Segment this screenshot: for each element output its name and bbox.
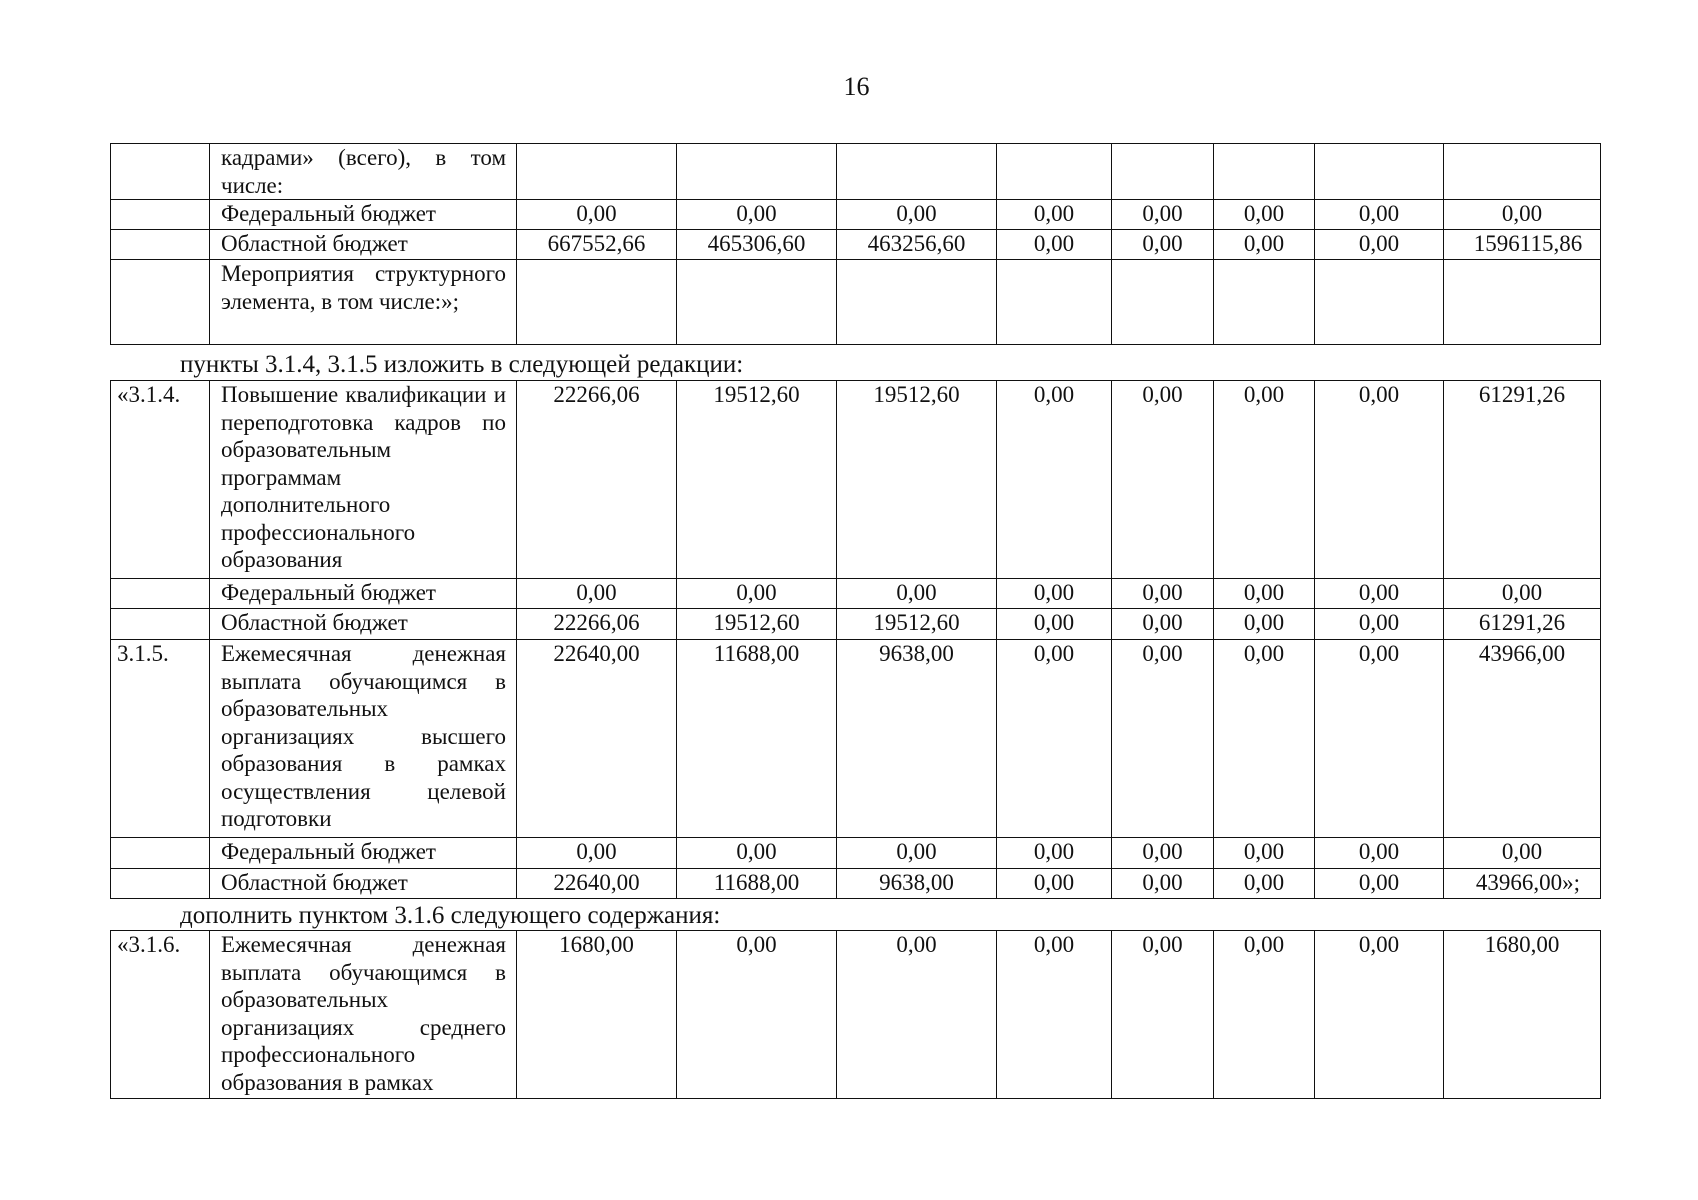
- value-cell: 1680,00: [517, 931, 677, 1099]
- value-cell: 19512,60: [677, 381, 837, 579]
- value-cell: 43966,00»;: [1444, 869, 1601, 899]
- value-cell: 61291,26: [1444, 609, 1601, 640]
- value-cell: 61291,26: [1444, 381, 1601, 579]
- value-cell: 11688,00: [677, 869, 837, 899]
- value-cell: 0,00: [1214, 200, 1315, 230]
- value-cell: 0,00: [1112, 381, 1214, 579]
- value-cell: 463256,60: [837, 230, 997, 260]
- row-description: Областной бюджет: [210, 230, 517, 260]
- value-cell: [997, 144, 1112, 200]
- value-cell: [1214, 260, 1315, 345]
- value-cell: 0,00: [517, 579, 677, 609]
- value-cell: 0,00: [997, 838, 1112, 869]
- value-cell: 0,00: [517, 200, 677, 230]
- value-cell: 0,00: [1214, 230, 1315, 260]
- value-cell: 0,00: [1112, 838, 1214, 869]
- table-row: [111, 869, 1601, 899]
- value-cell: 0,00: [997, 609, 1112, 640]
- row-code: [111, 144, 210, 200]
- value-cell: 0,00: [1315, 230, 1444, 260]
- value-cell: 0,00: [677, 200, 837, 230]
- value-cell: 0,00: [1444, 200, 1601, 230]
- value-cell: 0,00: [1315, 579, 1444, 609]
- value-cell: 0,00: [1315, 381, 1444, 579]
- value-cell: 0,00: [1315, 200, 1444, 230]
- value-cell: 0,00: [1444, 838, 1601, 869]
- value-cell: [517, 144, 677, 200]
- value-cell: 0,00: [1315, 609, 1444, 640]
- value-cell: 0,00: [997, 579, 1112, 609]
- value-cell: 667552,66: [517, 230, 677, 260]
- amendment-instruction: пункты 3.1.4, 3.1.5 изложить в следующей редакции:: [180, 351, 744, 378]
- row-description: Ежемесячная денежная выплата обучающимся в образовательных организациях высшего образования в рамках осуществления целевой подготовки: [210, 640, 517, 838]
- value-cell: 19512,60: [677, 609, 837, 640]
- row-description: Областной бюджет: [210, 609, 517, 640]
- value-cell: 0,00: [837, 931, 997, 1099]
- value-cell: 0,00: [1214, 640, 1315, 838]
- table-row: [111, 200, 1601, 230]
- value-cell: [1112, 144, 1214, 200]
- row-code: [111, 869, 210, 899]
- value-cell: [1214, 144, 1315, 200]
- value-cell: 0,00: [677, 931, 837, 1099]
- row-description: Мероприятия структурного элемента, в том числе:»;: [210, 260, 517, 345]
- value-cell: 9638,00: [837, 640, 997, 838]
- value-cell: 0,00: [1315, 640, 1444, 838]
- value-cell: [837, 260, 997, 345]
- value-cell: 0,00: [1214, 579, 1315, 609]
- value-cell: 0,00: [1214, 381, 1315, 579]
- row-code: [111, 230, 210, 260]
- value-cell: 0,00: [1112, 869, 1214, 899]
- value-cell: 22266,06: [517, 609, 677, 640]
- row-description: Федеральный бюджет: [210, 579, 517, 609]
- value-cell: 0,00: [1214, 869, 1315, 899]
- value-cell: 0,00: [997, 230, 1112, 260]
- row-description: Ежемесячная денежная выплата обучающимся в образовательных организациях среднего профессионального образования в рамках: [210, 931, 517, 1099]
- value-cell: 0,00: [1315, 931, 1444, 1099]
- table-row: [111, 579, 1601, 609]
- value-cell: 0,00: [1112, 931, 1214, 1099]
- value-cell: 0,00: [1214, 931, 1315, 1099]
- value-cell: 0,00: [1112, 609, 1214, 640]
- value-cell: 0,00: [677, 838, 837, 869]
- value-cell: 19512,60: [837, 609, 997, 640]
- table-row: [111, 640, 1601, 838]
- row-code: «3.1.4.: [111, 381, 210, 579]
- value-cell: 22640,00: [517, 640, 677, 838]
- value-cell: 0,00: [517, 838, 677, 869]
- table-row: [111, 230, 1601, 260]
- value-cell: 0,00: [837, 838, 997, 869]
- value-cell: 0,00: [837, 579, 997, 609]
- value-cell: [677, 144, 837, 200]
- row-description: Федеральный бюджет: [210, 200, 517, 230]
- value-cell: 22640,00: [517, 869, 677, 899]
- value-cell: 43966,00: [1444, 640, 1601, 838]
- row-code: [111, 260, 210, 345]
- value-cell: 0,00: [837, 200, 997, 230]
- row-description: кадрами» (всего), в том числе:: [210, 144, 517, 200]
- value-cell: 0,00: [997, 200, 1112, 230]
- value-cell: 0,00: [1214, 609, 1315, 640]
- value-cell: [677, 260, 837, 345]
- value-cell: [837, 144, 997, 200]
- row-code: [111, 609, 210, 640]
- row-code: 3.1.5.: [111, 640, 210, 838]
- value-cell: 1680,00: [1444, 931, 1601, 1099]
- budget-table-continuation: [110, 143, 1601, 345]
- value-cell: [517, 260, 677, 345]
- table-row: [111, 144, 1601, 200]
- value-cell: [997, 260, 1112, 345]
- page-number: 16: [843, 72, 870, 101]
- table-row: [111, 838, 1601, 869]
- row-description: Областной бюджет: [210, 869, 517, 899]
- value-cell: [1444, 144, 1601, 200]
- row-description: Федеральный бюджет: [210, 838, 517, 869]
- value-cell: 465306,60: [677, 230, 837, 260]
- value-cell: 0,00: [997, 381, 1112, 579]
- value-cell: [1315, 260, 1444, 345]
- value-cell: 0,00: [997, 640, 1112, 838]
- value-cell: 0,00: [1444, 579, 1601, 609]
- addition-instruction: дополнить пунктом 3.1.6 следующего содержания:: [180, 902, 721, 929]
- value-cell: 0,00: [1112, 230, 1214, 260]
- budget-table-new-item: [110, 930, 1601, 1099]
- row-code: [111, 200, 210, 230]
- value-cell: [1315, 144, 1444, 200]
- value-cell: 1596115,86: [1444, 230, 1601, 260]
- row-code: «3.1.6.: [111, 931, 210, 1099]
- value-cell: 11688,00: [677, 640, 837, 838]
- value-cell: 0,00: [1112, 579, 1214, 609]
- row-description: Повышение квалификации и переподготовка кадров по образовательным программам дополнительного профессионального образования: [210, 381, 517, 579]
- value-cell: 19512,60: [837, 381, 997, 579]
- table-row: [111, 260, 1601, 345]
- table-row: [111, 381, 1601, 579]
- value-cell: 0,00: [1112, 640, 1214, 838]
- value-cell: 0,00: [1214, 838, 1315, 869]
- value-cell: [1444, 260, 1601, 345]
- row-code: [111, 579, 210, 609]
- value-cell: 0,00: [1315, 869, 1444, 899]
- value-cell: 0,00: [997, 869, 1112, 899]
- value-cell: 0,00: [677, 579, 837, 609]
- value-cell: 0,00: [1112, 200, 1214, 230]
- value-cell: [1112, 260, 1214, 345]
- value-cell: 22266,06: [517, 381, 677, 579]
- value-cell: 0,00: [1315, 838, 1444, 869]
- value-cell: 9638,00: [837, 869, 997, 899]
- row-code: [111, 838, 210, 869]
- value-cell: 0,00: [997, 931, 1112, 1099]
- table-row: [111, 931, 1601, 1099]
- table-row: [111, 609, 1601, 640]
- budget-table-amended-items: [110, 380, 1601, 899]
